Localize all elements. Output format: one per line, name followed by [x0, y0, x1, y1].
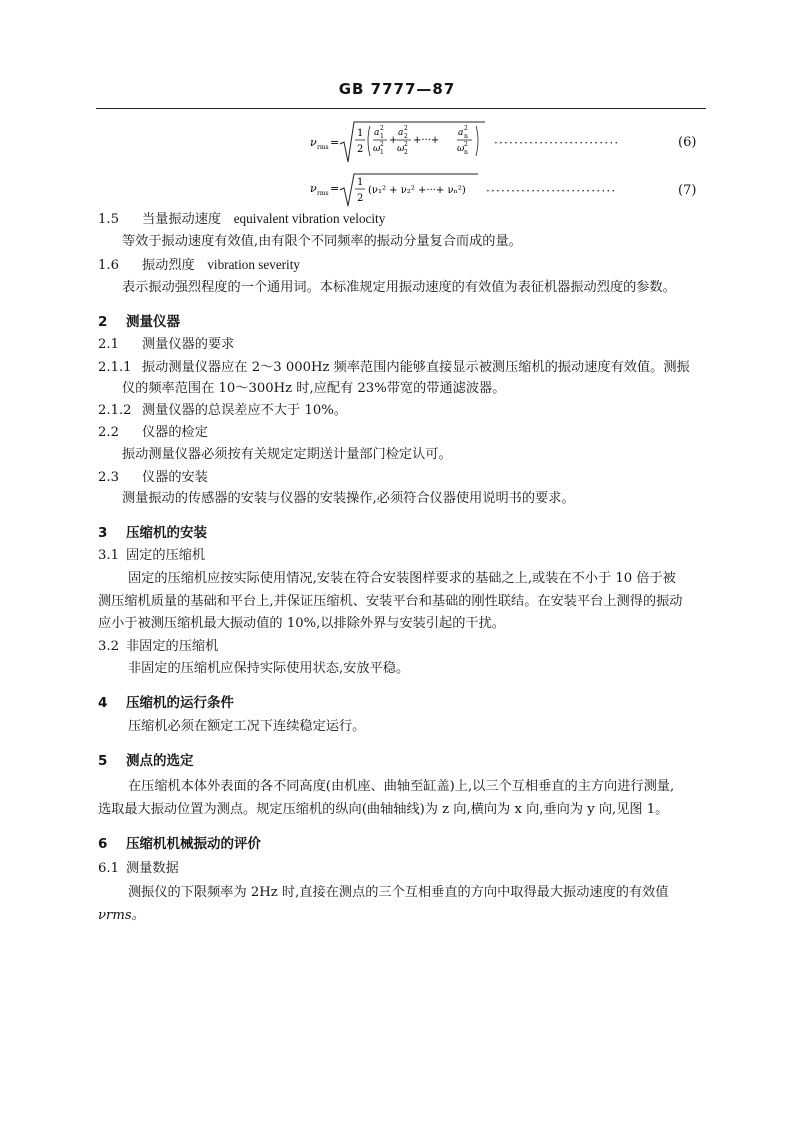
eq6-lhs-sub: rms	[317, 144, 329, 151]
section-6-heading: 6 压缩机机械振动的评价	[98, 836, 261, 852]
svg-text:2: 2	[404, 141, 408, 148]
eq6-terms-mid: +···+	[413, 135, 440, 146]
section-5-line2: 选取最大振动位置为测点。规定压缩机的纵向(曲轴轴线)为 z 向,横向为 x 向,垂向为 y 向,见图 1。	[98, 802, 669, 817]
section-4-heading: 4 压缩机的运行条件	[98, 695, 234, 711]
svg-text:=: =	[330, 136, 340, 149]
svg-text:n: n	[464, 149, 468, 156]
eq7-body: (ν₁² + ν₂² +···+ νₙ²)	[368, 185, 466, 196]
eq6-half-den: 2	[357, 144, 364, 155]
page-header: GB 7777—87	[338, 80, 456, 98]
svg-text:2: 2	[380, 141, 384, 148]
svg-text:n: n	[464, 133, 468, 140]
section-2-2-heading: 2.2 仪器的检定	[98, 425, 208, 440]
section-3-1-line3: 应小于被测压缩机最大振动值的 10%,以排除外界与安装引起的干扰。	[98, 616, 505, 631]
section-1-6-body: 表示振动强烈程度的一个通用词。本标准规定用振动速度的有效值为表征机器振动烈度的参数。	[122, 280, 676, 295]
section-2-3-body: 测量振动的传感器的安装与仪器的安装操作,必须符合仪器使用说明书的要求。	[122, 491, 575, 506]
section-2-3-heading: 2.3 仪器的安装	[98, 470, 208, 485]
svg-text:a: a	[398, 128, 404, 138]
section-1-5-heading: 1.5 当量振动速度 equivalent vibration velocity	[98, 211, 386, 227]
section-6-1-line1: 测振仪的下限频率为 2Hz 时,直接在测点的三个互相垂直的方向中取得最大振动速度的有效值	[128, 885, 669, 900]
section-2-1-1-line1: 2.1.1 振动测量仪器应在 2～3 000Hz 频率范围内能够直接显示被测压缩机的振动速度有效值。测振	[98, 360, 690, 375]
equation-7-leader: ··························	[486, 184, 617, 198]
svg-text:1: 1	[380, 133, 384, 140]
svg-text:2: 2	[404, 149, 408, 156]
section-6-1-line2: νrms。	[98, 908, 145, 923]
section-1-5-body: 等效于振动速度有效值,由有限个不同频率的振动分量复合而成的量。	[122, 234, 522, 249]
section-3-2-body: 非固定的压缩机应保持实际使用状态,安放平稳。	[128, 661, 410, 676]
svg-text:ω: ω	[397, 144, 405, 154]
equation-7	[300, 170, 500, 210]
section-2-2-body: 振动测量仪器必须按有关规定定期送计量部门检定认可。	[122, 447, 452, 462]
svg-text:2: 2	[357, 193, 364, 204]
eq7-lhs: ν	[310, 182, 317, 195]
svg-text:a: a	[374, 128, 380, 138]
svg-text:2: 2	[404, 133, 408, 140]
equation-6	[300, 118, 500, 168]
svg-text:2: 2	[464, 141, 468, 148]
section-5-heading: 5 测点的选定	[98, 753, 194, 769]
svg-text:1: 1	[380, 149, 384, 156]
svg-text:=: =	[330, 182, 340, 195]
section-6-1-heading: 6.1 测量数据	[98, 861, 179, 876]
section-1-6-heading: 1.6 振动烈度 vibration severity	[98, 257, 300, 273]
section-2-heading: 2 测量仪器	[98, 314, 180, 330]
svg-text:2: 2	[464, 125, 468, 132]
section-2-1-2: 2.1.2 测量仪器的总误差应不大于 10%。	[98, 403, 347, 418]
section-3-1-heading: 3.1 固定的压缩机	[98, 548, 206, 563]
equation-6-number: (6)	[678, 135, 697, 150]
equation-7-formula	[300, 170, 500, 210]
eq7-lhs-sub: rms	[317, 190, 329, 197]
section-3-heading: 3 压缩机的安装	[98, 525, 207, 541]
section-2-1-1-line2: 仪的频率范围在 10～300Hz 时,应配有 23%带宽的带通滤波器。	[122, 381, 506, 396]
equation-7-number: (7)	[678, 183, 697, 198]
svg-text:1: 1	[357, 177, 364, 188]
section-2-1-heading: 2.1 测量仪器的要求	[98, 337, 235, 352]
section-3-1-line2: 测压缩机质量的基础和平台上,并保证压缩机、安装平台和基础的刚性联结。在安装平台上测得的振动	[98, 594, 683, 609]
section-3-1-line1: 固定的压缩机应按实际使用情况,安装在符合安装图样要求的基础之上,或装在不小于 10 倍于被	[128, 571, 676, 586]
svg-text:2: 2	[380, 125, 384, 132]
section-4-body: 压缩机必须在额定工况下连续稳定运行。	[128, 719, 366, 734]
svg-text:a: a	[458, 128, 464, 138]
section-5-line1: 在压缩机本体外表面的各不同高度(由机座、曲轴至缸盖)上,以三个互相垂直的主方向进行测量,	[128, 779, 675, 794]
header-rule	[96, 108, 706, 109]
equation-6-formula	[300, 118, 500, 168]
equation-6-leader: ·························	[494, 136, 620, 150]
svg-text:ω: ω	[457, 144, 465, 154]
eq6-half-num: 1	[357, 128, 364, 139]
svg-text:ω: ω	[373, 144, 381, 154]
svg-text:+: +	[389, 135, 398, 146]
svg-text:2: 2	[404, 125, 408, 132]
eq6-lhs: ν	[310, 136, 317, 149]
section-3-2-heading: 3.2 非固定的压缩机	[98, 639, 219, 654]
